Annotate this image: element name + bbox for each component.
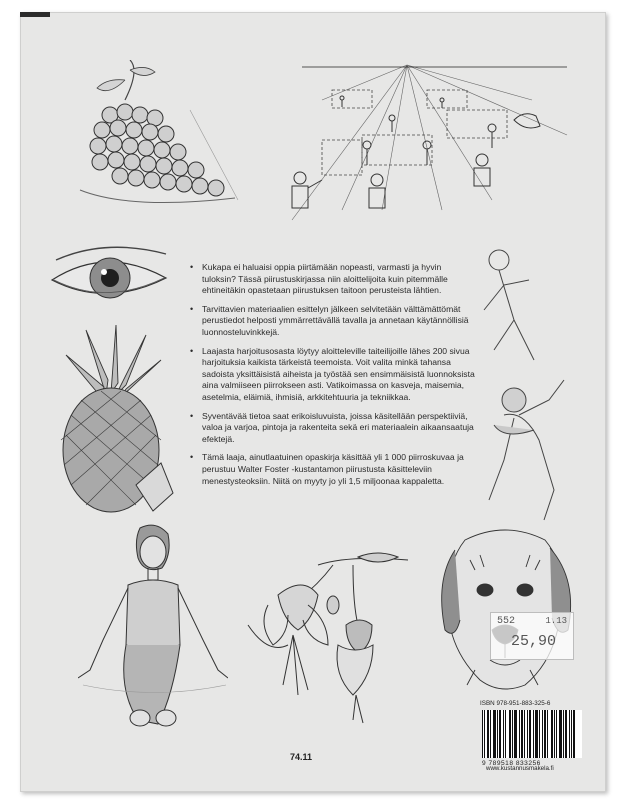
price-sticker bbox=[490, 612, 574, 660]
sticker-date: 1.13 bbox=[545, 616, 567, 626]
woman-sitting-sketch bbox=[78, 520, 228, 730]
paragraph: • Laajasta harjoitusosasta löytyy aloitteleville taiteilijoille lähes 200 sivua harjoituksia kaikista tärkeistä teemoista. Voit valita minkä tahansa sadoista yksittäisistä aiheista ja työstää sen ensimmäisistä luonnoksista aina valmiiseen piirrokseen asti. Vatikoimassa on kasveja, maisemia, asetelmia, eläimiä, ihmisiä, arkkitehtuuria ja tekniikkaa. bbox=[190, 345, 475, 402]
barcode-number: 9 789518 833256 bbox=[482, 760, 541, 767]
sticker-price: 25,90 bbox=[511, 633, 557, 650]
paragraph: • Tarvittavien materiaalien esittelyn jälkeen selvitetään välttämättömät perustiedot helposti ymmärrettävällä tavalla ja annetaan käytännöllisiä luonnosteluvinkkejä. bbox=[190, 303, 469, 337]
spine-edge bbox=[20, 12, 50, 17]
paragraph: • Kukapa ei haluaisi oppia piirtämään nopeasti, varmasti ja hyvin tuloksin? Tässä piirustuskirjassa niin aloittelijoita kuin pitemmälle ehtineitäkin opastetaan piirustuksen taitoon perusteista lähtien. bbox=[190, 262, 448, 296]
sticker-code: 552 bbox=[497, 616, 516, 627]
paragraph: • Tämä laaja, ainutlaatuinen opaskirja käsittää yli 1 000 piirroskuvaa ja perustuu Walter Foster -kustantamon piirustusta käsitteleviin menestysteoksiin. Niitä on myyty jo yli 1,5 miljoonaa kappaletta. bbox=[190, 452, 464, 486]
fuchsia-flowers-sketch bbox=[238, 545, 418, 725]
dog-sketch bbox=[430, 520, 580, 700]
isbn-text: ISBN 978-951-883-325-6 bbox=[480, 700, 551, 707]
description-text bbox=[190, 262, 475, 494]
product-code: 74.11 bbox=[290, 752, 313, 762]
paragraph: • Syventävää tietoa saat erikoisluvuista, joissa käsitellään perspektiiviä, valoa ja varjoa, pintoja ja rakenteita sekä eri materiaalein aikaansaatuja efektejä. bbox=[190, 410, 474, 444]
publisher-url: www.kustannusmakela.fi bbox=[486, 765, 554, 772]
running-figure-sketch bbox=[474, 240, 574, 530]
perspective-figures-sketch bbox=[282, 60, 572, 230]
pineapple-sketch bbox=[46, 325, 176, 515]
barcode bbox=[482, 710, 582, 758]
eye-sketch bbox=[46, 240, 174, 310]
grapes-sketch bbox=[70, 60, 240, 210]
